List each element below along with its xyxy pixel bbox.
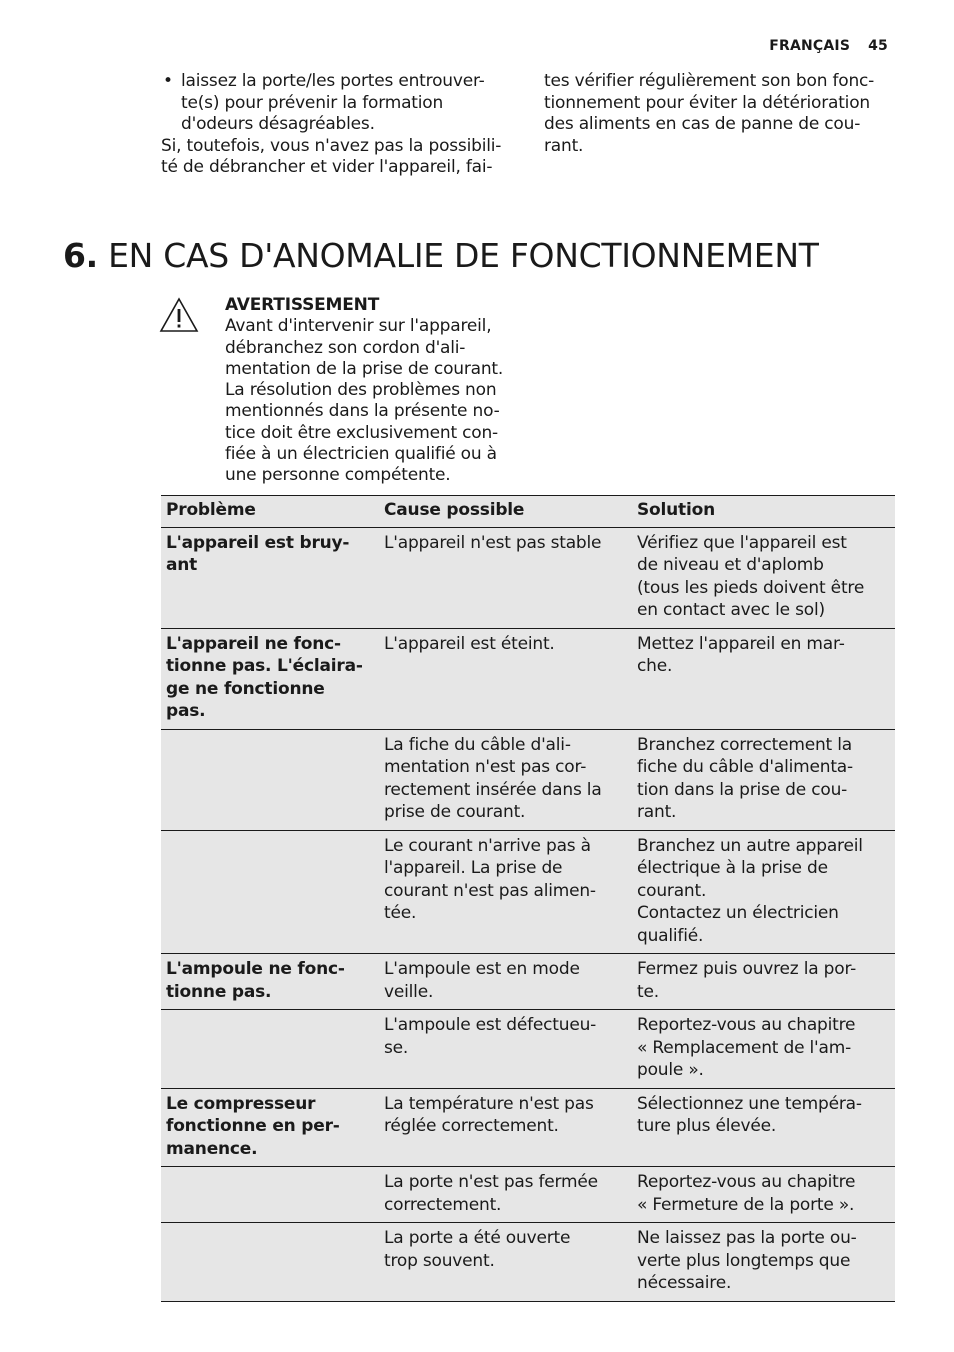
solution-cell — [632, 729, 895, 830]
cell-line: de niveau et d'aplomb — [637, 555, 824, 575]
warning-line: mentionnés dans la présente no- — [225, 401, 500, 422]
warning-line: débranchez son cordon d'ali- — [225, 337, 466, 358]
cell-line: L'appareil est bruy- — [166, 532, 350, 553]
solution-cell — [632, 1167, 895, 1223]
warning-line: une personne compétente. — [225, 465, 451, 486]
solution-cell — [632, 954, 895, 1010]
cell-line: Reportez-vous au chapitre — [637, 1015, 856, 1035]
cell-line: Branchez correctement la — [637, 734, 852, 755]
table-row — [161, 1010, 895, 1089]
troubleshooting-table — [161, 495, 895, 1302]
cell-line: (tous les pieds doivent être — [637, 577, 865, 598]
cell-line: Mettez l'appareil en mar- — [637, 633, 845, 654]
paragraph-line: des aliments en cas de panne de cou- — [544, 114, 861, 134]
cell-line: Reportez-vous au chapitre — [637, 1172, 856, 1192]
cell-line: ge ne fonctionne — [166, 678, 325, 699]
intro-bullet-item — [161, 71, 511, 136]
cause-cell — [379, 1088, 632, 1167]
cell-line: pas. — [166, 701, 206, 721]
cell-line: te. — [637, 981, 659, 1002]
cell-line: tionne pas. — [166, 981, 272, 1002]
page-header — [769, 38, 888, 54]
table-row — [161, 1088, 895, 1167]
table-row — [161, 954, 895, 1010]
cell-line: La température n'est pas — [384, 1093, 594, 1114]
cell-line: en contact avec le sol) — [637, 600, 825, 620]
problem-cell — [161, 729, 379, 830]
column-header-solution: Solution — [632, 496, 895, 528]
problem-cell — [161, 1167, 379, 1223]
cell-line: Branchez un autre appareil — [637, 835, 863, 856]
paragraph-line: Si, toutefois, vous n'avez pas la possibili- — [161, 135, 502, 156]
cell-line: l'appareil. La prise de — [384, 858, 563, 878]
cause-cell — [379, 1010, 632, 1089]
problem-cell — [161, 1223, 379, 1302]
warning-line: Avant d'intervenir sur l'appareil, — [225, 316, 492, 337]
cell-line: Le compresseur — [166, 1093, 316, 1114]
page-number: 45 — [868, 38, 888, 54]
cell-line: La fiche du câble d'ali- — [384, 734, 571, 755]
bullet-line: laissez la porte/les portes entrouver- — [181, 71, 485, 91]
section-title: EN CAS D'ANOMALIE DE FONCTIONNEMENT — [108, 236, 819, 275]
table-header-row — [161, 496, 895, 528]
cause-cell — [379, 1167, 632, 1223]
problem-cell — [161, 1010, 379, 1089]
cell-line: « Remplacement de l'am- — [637, 1037, 852, 1058]
cause-cell — [379, 954, 632, 1010]
intro-right-column — [544, 71, 894, 157]
solution-cell — [632, 1088, 895, 1167]
column-header-problem: Problème — [161, 496, 379, 528]
warning-triangle-icon — [159, 297, 199, 333]
cell-line: rectement insérée dans la — [384, 779, 602, 800]
cell-line: fiche du câble d'alimenta- — [637, 757, 853, 777]
cell-line: rant. — [637, 802, 677, 822]
warning-title: AVERTISSEMENT — [225, 295, 380, 315]
bullet-icon: • — [163, 71, 173, 91]
cell-line: L'appareil n'est pas stable — [384, 532, 602, 553]
paragraph-line: rant. — [544, 135, 584, 156]
cell-line: « Fermeture de la porte ». — [637, 1194, 855, 1215]
section-number: 6. — [63, 236, 98, 275]
problem-cell — [161, 1088, 379, 1167]
cell-line: tion dans la prise de cou- — [637, 779, 848, 800]
table-row — [161, 527, 895, 628]
paragraph-line: tionnement pour éviter la détérioration — [544, 92, 870, 113]
column-header-cause: Cause possible — [379, 496, 632, 528]
cell-line: fonctionne en per- — [166, 1116, 340, 1136]
table-row — [161, 729, 895, 830]
cell-line: prise de courant. — [384, 802, 526, 822]
cell-line: nécessaire. — [637, 1273, 732, 1293]
bullet-line: te(s) pour prévenir la formation — [181, 92, 444, 113]
problem-cell — [161, 954, 379, 1010]
warning-block — [225, 295, 525, 487]
paragraph-line: té de débrancher et vider l'appareil, fai- — [161, 157, 493, 177]
warning-line: La résolution des problèmes non — [225, 380, 497, 401]
solution-cell — [632, 830, 895, 954]
cell-line: électrique à la prise de — [637, 858, 828, 878]
cell-line: mentation n'est pas cor- — [384, 757, 587, 777]
cell-line: L'ampoule est en mode — [384, 959, 580, 979]
cell-line: se. — [384, 1037, 409, 1058]
table-row — [161, 1167, 895, 1223]
cause-cell — [379, 527, 632, 628]
cell-line: tionne pas. L'éclaira- — [166, 656, 363, 676]
warning-line: mentation de la prise de courant. — [225, 358, 504, 379]
table-row — [161, 1223, 895, 1302]
paragraph-line: tes vérifier régulièrement son bon fonc- — [544, 71, 875, 91]
cell-line: L'ampoule est défectueu- — [384, 1015, 597, 1035]
cell-line: ant — [166, 555, 198, 575]
solution-cell — [632, 1223, 895, 1302]
cell-line: courant n'est pas alimen- — [384, 880, 596, 901]
cause-cell — [379, 1223, 632, 1302]
cell-line: Sélectionnez une tempéra- — [637, 1093, 862, 1114]
cell-line: che. — [637, 656, 673, 676]
cell-line: ture plus élevée. — [637, 1116, 777, 1136]
cell-line: courant. — [637, 880, 707, 901]
cell-line: La porte a été ouverte — [384, 1228, 571, 1248]
cell-line: Le courant n'arrive pas à — [384, 835, 591, 856]
language-label: FRANÇAIS — [769, 38, 851, 54]
cell-line: Fermez puis ouvrez la por- — [637, 959, 857, 979]
cell-line: poule ». — [637, 1060, 704, 1080]
bullet-line: d'odeurs désagréables. — [181, 114, 375, 134]
cell-line: L'ampoule ne fonc- — [166, 959, 345, 979]
cell-line: Ne laissez pas la porte ou- — [637, 1228, 857, 1248]
intro-paragraph — [161, 136, 511, 179]
cell-line: tée. — [384, 903, 417, 923]
cell-line: L'appareil est éteint. — [384, 633, 555, 654]
cell-line: verte plus longtemps que — [637, 1250, 851, 1271]
table-row — [161, 628, 895, 729]
cell-line: Contactez un électricien — [637, 903, 839, 923]
cell-line: qualifié. — [637, 925, 704, 946]
problem-cell — [161, 628, 379, 729]
warning-line: fiée à un électricien qualifié ou à — [225, 444, 497, 465]
solution-cell — [632, 628, 895, 729]
cell-line: trop souvent. — [384, 1250, 495, 1271]
cell-line: correctement. — [384, 1194, 502, 1215]
cell-line: Vérifiez que l'appareil est — [637, 532, 847, 553]
problem-cell — [161, 527, 379, 628]
cause-cell — [379, 830, 632, 954]
cause-cell — [379, 628, 632, 729]
cell-line: L'appareil ne fonc- — [166, 633, 341, 654]
solution-cell — [632, 1010, 895, 1089]
warning-line: tice doit être exclusivement con- — [225, 422, 498, 443]
section-heading — [63, 236, 819, 275]
cell-line: manence. — [166, 1138, 258, 1159]
table-row — [161, 830, 895, 954]
solution-cell — [632, 527, 895, 628]
intro-left-column — [161, 71, 511, 179]
cell-line: La porte n'est pas fermée — [384, 1172, 598, 1192]
cell-line: veille. — [384, 981, 434, 1002]
cause-cell — [379, 729, 632, 830]
cell-line: réglée correctement. — [384, 1116, 559, 1136]
problem-cell — [161, 830, 379, 954]
